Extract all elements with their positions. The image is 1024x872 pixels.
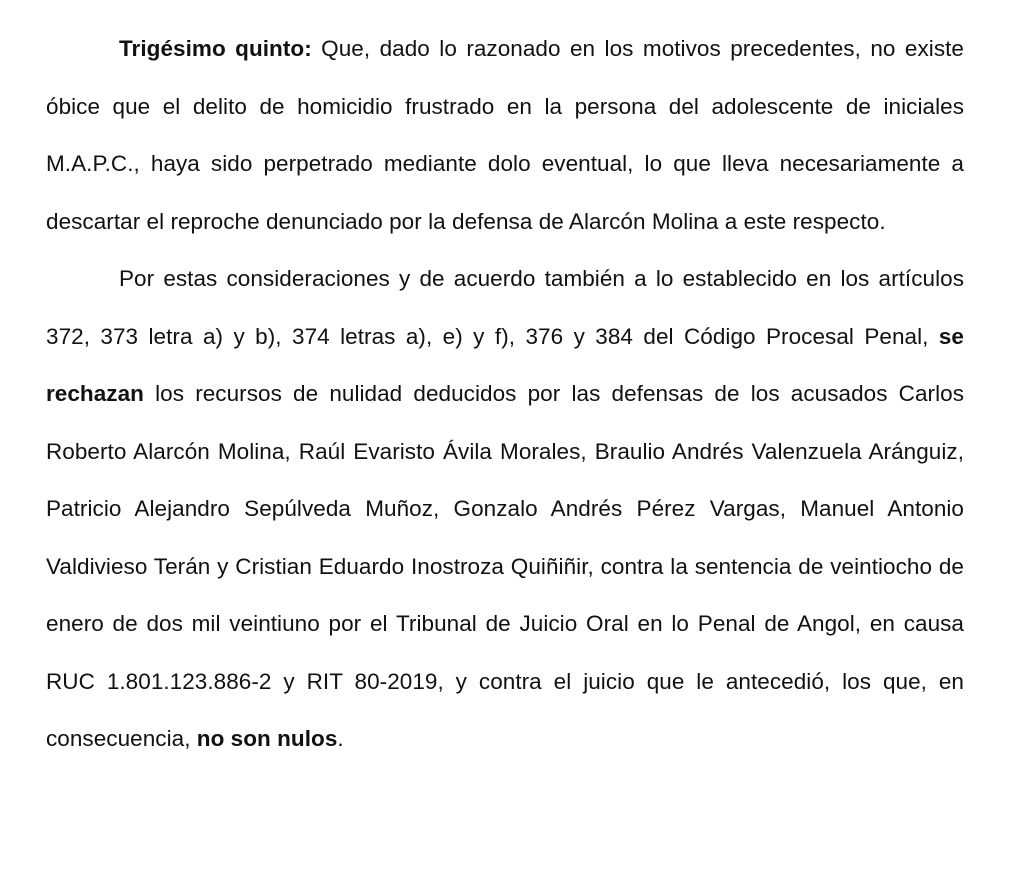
resolution-bold-conclusion: no son nulos: [196, 726, 338, 751]
resolution-end: .: [337, 726, 344, 751]
paragraph-body: Que, dado lo razonado en los motivos precedentes, no existe óbice que el delito de homicidio frustrado en la persona del adolescente de iniciales M.A.P.C., haya sido perpetrado mediante dolo eventual, lo que lleva necesariamente a descartar el reproche denunciado por la defensa de Alarcón Molina a este respecto.: [46, 36, 964, 234]
resolution-body: los recursos de nulidad deducidos por las defensas de los acusados Carlos Roberto Alarcón Molina, Raúl Evaristo Ávila Morales, Braulio Andrés Valenzuela Aránguiz, Patricio Alejandro Sepúlveda Muñoz, Gonzalo Andrés Pérez Vargas, Manuel Antonio Valdivieso Terán y Cristian Eduardo Inostroza Quiñiñir, contra la sentencia de veintiocho de enero de dos mil veintiuno por el Tribunal de Juicio Oral en lo Penal de Angol, en causa RUC 1.801.123.886-2 y RIT 80-2019, y contra el juicio que le antecedió, los que, en consecuencia,: [46, 381, 964, 751]
paragraph-resolution: [46, 250, 964, 768]
resolution-intro: Por estas consideraciones y de acuerdo también a lo establecido en los artículos 372, 373 letra a) y b), 374 letras a), e) y f), 376 y 384 del Código Procesal Penal,: [46, 266, 964, 349]
paragraph-trigesimo-quinto: [46, 20, 964, 250]
resolution-bold-rejection: se rechazan: [46, 323, 964, 406]
paragraph-heading: Trigésimo quinto:: [119, 36, 312, 61]
document-page: [46, 20, 964, 768]
